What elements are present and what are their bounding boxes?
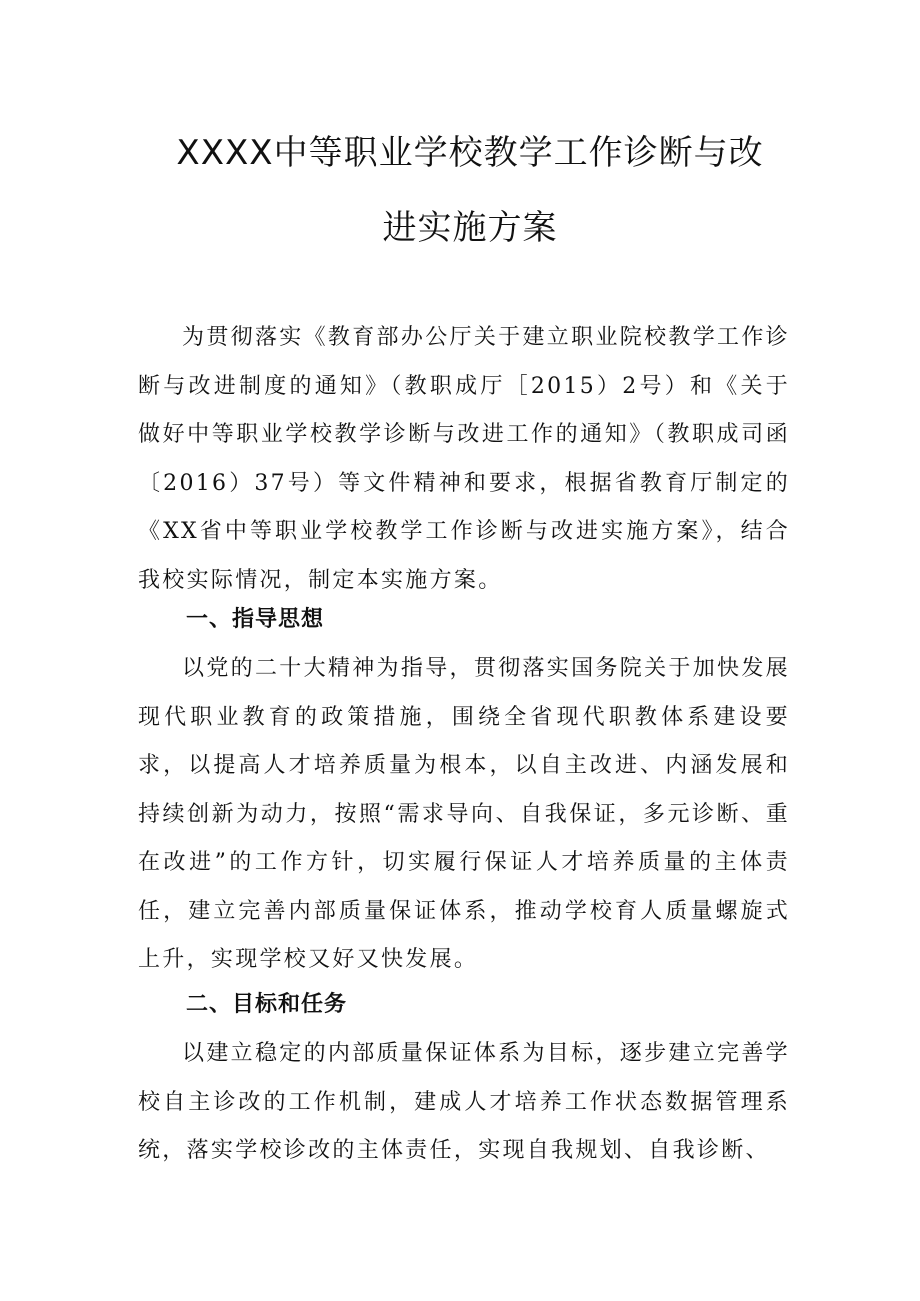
section-body-goals-tasks: 以建立稳定的内部质量保证体系为目标，逐步建立完善学校自主诊改的工作机制，建成人才培养工作状态数据管理系统，落实学校诊改的主体责任，实现自我规划、自我诊断、 <box>138 1041 790 1163</box>
section-heading-goals-tasks: 二、目标和任务 <box>186 992 348 1017</box>
intro-paragraph: 为贯彻落实《教育部办公厅关于建立职业院校教学工作诊断与改进制度的通知》（教职成厅［2015）2号）和《关于做好中等职业学校教学诊断与改进工作的通知》（教职成司函〔2016）37号）等文件精神和要求，根据省教育厅制定的《XX省中等职业学校教学工作诊断与改进实施方案》，结合我校实际情况，制定本实施方案。 <box>138 325 790 593</box>
document-title-line-2: 进实施方案 <box>382 208 558 248</box>
section-heading-guiding-ideology: 一、指导思想 <box>186 607 325 632</box>
section-body-guiding-ideology: 以党的二十大精神为指导，贯彻落实国务院关于加快发展现代职业教育的政策措施，围绕全省现代职教体系建设要求，以提高人才培养质量为根本，以自主改进、内涵发展和持续创新为动力，按照“需求导向、自我保证，多元诊断、重在改进”的工作方针，切实履行保证人才培养质量的主体责任，建立完善内部质量保证体系，推动学校育人质量螺旋式上升，实现学校又好又快发展。 <box>138 656 790 972</box>
document-title-line-1: XXXX中等职业学校教学工作诊断与改 <box>176 133 764 173</box>
